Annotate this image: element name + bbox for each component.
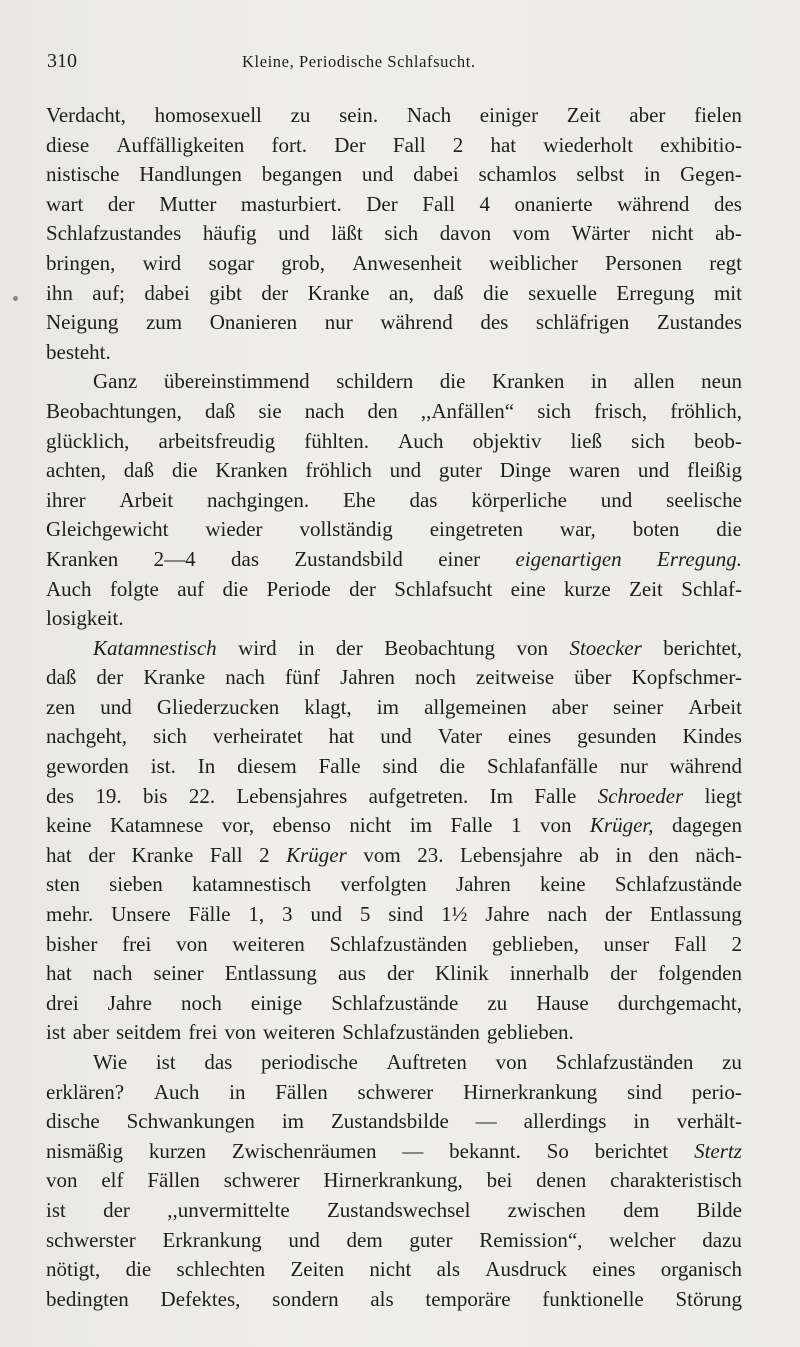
text-line: dische Schwankungen im Zustandsbilde — allerdings in verhält- [46,1109,742,1134]
text-line: glücklich, arbeitsfreudig fühlten. Auch objektiv ließ sich beob- [46,428,742,453]
text-line: mehr. Unsere Fälle 1, 3 und 5 sind 1½ Jahre nach der Entlassung [46,902,742,927]
text-line: bisher frei von weiteren Schlafzuständen geblieben, unser Fall 2 [46,931,742,956]
text-line: nismäßig kurzen Zwischenräumen — bekannt. So berichtet Stertz [46,1138,742,1163]
text-line: Ganz übereinstimmend schildern die Kranken in allen neun [93,369,742,394]
text-line: Katamnestisch wird in der Beobachtung von Stoecker berichtet, [93,635,742,660]
text-line: Schlafzustandes häufig und läßt sich davon vom Wärter nicht ab- [46,221,742,246]
running-head-title: Kleine, Periodische Schlafsucht. [242,52,476,71]
text-line: Neigung zum Onanieren nur während des schläfrigen Zustandes [46,310,742,335]
text-line: wart der Mutter masturbiert. Der Fall 4 onanierte während des [46,191,742,216]
text-line: ist der ,,unvermittelte Zustandswechsel zwischen dem Bilde [46,1197,742,1222]
text-line: bedingten Defektes, sondern als temporäre funktionelle Störung [46,1286,742,1311]
text-line: Beobachtungen, daß sie nach den ,,Anfällen“ sich frisch, fröhlich, [46,398,742,423]
text-line: ist aber seitdem frei von weiteren Schlafzuständen geblieben. [46,1020,574,1045]
text-line: ihrer Arbeit nachgingen. Ehe das körperliche und seelische [46,487,742,512]
print-smudge [13,296,18,301]
text-line: sten sieben katamnestisch verfolgten Jahren keine Schlafzustände [46,872,742,897]
body-text [46,101,742,1314]
page-number: 310 [47,50,77,72]
text-line: zen und Gliederzucken klagt, im allgemeinen aber seiner Arbeit [46,694,742,719]
text-line: daß der Kranke nach fünf Jahren noch zeitweise über Kopfschmer- [46,665,742,690]
text-line: geworden ist. In diesem Falle sind die Schlafanfälle nur während [46,754,742,779]
text-line: Verdacht, homosexuell zu sein. Nach einiger Zeit aber fielen [46,103,742,127]
text-line: von elf Fällen schwerer Hirnerkrankung, bei denen charakteristisch [46,1168,742,1193]
text-line: keine Katamnese vor, ebenso nicht im Falle 1 von Krüger, dagegen [46,813,742,838]
text-line: hat nach seiner Entlassung aus der Klinik innerhalb der folgenden [46,961,742,986]
text-line: erklären? Auch in Fällen schwerer Hirnerkrankung sind perio- [46,1079,742,1104]
text-line: besteht. [46,339,111,364]
text-line: Gleichgewicht wieder vollständig eingetreten war, boten die [46,517,742,542]
text-line: nistische Handlungen begangen und dabei schamlos selbst in Gegen- [46,162,742,187]
text-line: ihn auf; dabei gibt der Kranke an, daß die sexuelle Erregung mit [46,280,742,305]
text-line: hat der Kranke Fall 2 Krüger vom 23. Lebensjahre ab in den näch- [46,842,742,867]
text-line: schwerster Erkrankung und dem guter Remission“, welcher dazu [46,1227,742,1252]
text-line: Auch folgte auf die Periode der Schlafsucht eine kurze Zeit Schlaf- [46,576,742,601]
text-line: losigkeit. [46,606,124,631]
text-line: drei Jahre noch einige Schlafzustände zu Hause durchgemacht, [46,990,742,1015]
text-line: diese Auffälligkeiten fort. Der Fall 2 hat wiederholt exhibitio- [46,132,742,157]
text-line: Kranken 2—4 das Zustandsbild einer eigenartigen Erregung. [46,546,742,571]
text-line: Wie ist das periodische Auftreten von Schlafzuständen zu [93,1050,742,1074]
running-head [47,50,747,76]
text-line: nachgeht, sich verheiratet hat und Vater eines gesunden Kindes [46,724,742,749]
text-line: des 19. bis 22. Lebensjahres aufgetreten. Im Falle Schroeder liegt [46,783,742,808]
text-line: achten, daß die Kranken fröhlich und guter Dinge waren und fleißig [46,458,742,483]
text-line: bringen, wird sogar grob, Anwesenheit weiblicher Personen regt [46,250,742,275]
text-line: nötigt, die schlechten Zeiten nicht als Ausdruck eines organisch [46,1257,742,1282]
